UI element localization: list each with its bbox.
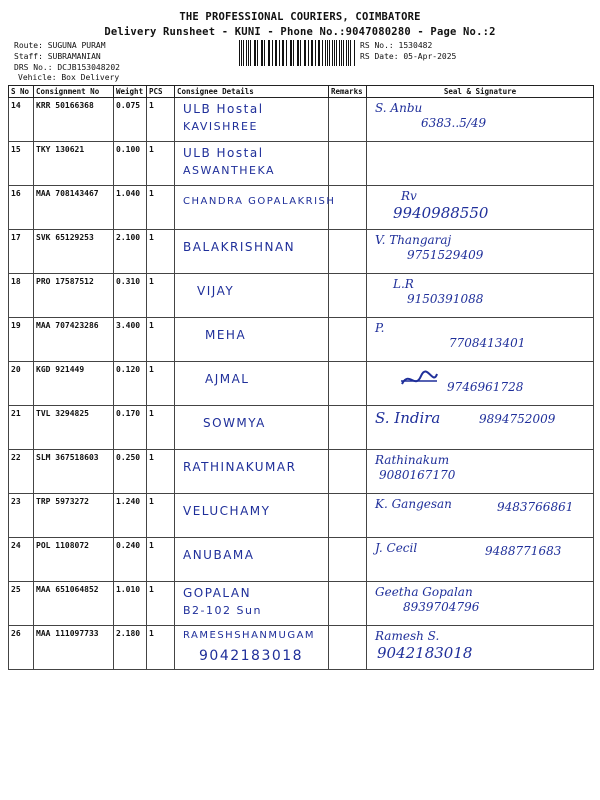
runsheet-title: Delivery Runsheet - KUNI - Phone No.:9047080280 - Page No.:2: [104, 26, 496, 38]
barcode-bar: [246, 40, 247, 66]
signature-phone: 9080167170: [379, 468, 456, 482]
remarks-cell: [329, 318, 367, 362]
seal-signature: [367, 450, 594, 494]
consignment-number: MAA 651064852: [34, 582, 114, 626]
consignee-name: MEHA: [205, 328, 247, 342]
serial-number: 21: [9, 406, 34, 450]
weight-value: 0.310: [114, 274, 147, 318]
remarks-cell: [329, 538, 367, 582]
col-pcs-header: PCS: [147, 86, 175, 98]
pieces-count: 1: [147, 538, 175, 582]
col-seal-signature-header: Seal & Signature: [367, 86, 594, 98]
consignment-number: MAA 708143467: [34, 186, 114, 230]
consignment-number: SLM 367518603: [34, 450, 114, 494]
remarks-cell: [329, 98, 367, 142]
consignment-number: MAA 707423286: [34, 318, 114, 362]
weight-value: 0.250: [114, 450, 147, 494]
seal-signature: [367, 406, 594, 450]
weight-value: 0.240: [114, 538, 147, 582]
serial-number: 14: [9, 98, 34, 142]
serial-number: 26: [9, 626, 34, 670]
rs-date-line: [360, 52, 456, 61]
barcode-bar: [264, 40, 265, 66]
staff-value: SUBRAMANIAN: [47, 52, 101, 61]
consignee-name: VIJAY: [197, 284, 235, 298]
pieces-count: 1: [147, 450, 175, 494]
table-row: [9, 318, 594, 362]
consignee-details: [175, 582, 329, 626]
consignee-details: [175, 230, 329, 274]
signature-name: L.R: [393, 277, 414, 291]
signature-name: P.: [375, 321, 385, 335]
vehicle-line: [18, 73, 119, 82]
table-row: [9, 186, 594, 230]
barcode-bar: [272, 40, 273, 66]
route-value: SUGUNA PURAM: [47, 41, 106, 50]
consignee-details: [175, 494, 329, 538]
consignee-name: ULB Hostal: [183, 146, 264, 160]
col-consignee-details-header: Consignee Details: [175, 86, 329, 98]
serial-number: 22: [9, 450, 34, 494]
barcode-bar: [276, 40, 277, 66]
table-row: [9, 274, 594, 318]
consignee-details: [175, 318, 329, 362]
serial-number: 23: [9, 494, 34, 538]
consignment-number: SVK 65129253: [34, 230, 114, 274]
serial-number: 19: [9, 318, 34, 362]
signature-name: S. Indira: [375, 409, 441, 427]
consignee-detail-line: 9042183018: [199, 648, 304, 664]
remarks-cell: [329, 582, 367, 626]
table-row: [9, 230, 594, 274]
signature-name: Rathinakum: [375, 453, 450, 467]
pieces-count: 1: [147, 318, 175, 362]
consignee-name: RAMESHSHANMUGAM: [183, 630, 316, 641]
consignment-number: KRR 50166368: [34, 98, 114, 142]
consignment-number: KGD 921449: [34, 362, 114, 406]
col-sno-header: S No: [9, 86, 34, 98]
signature-name: K. Gangesan: [375, 497, 452, 511]
remarks-cell: [329, 274, 367, 318]
route-line: [14, 41, 106, 50]
seal-signature: [367, 538, 594, 582]
barcode-bar: [312, 40, 313, 66]
barcode-bar: [346, 40, 347, 66]
col-consignment-no-header: Consignment No: [34, 86, 114, 98]
rs-date-label: RS Date:: [360, 52, 399, 61]
barcode-bar: [315, 40, 316, 66]
rs-no-value: 1530482: [398, 41, 433, 50]
consignee-details: [175, 98, 329, 142]
barcode-bar: [286, 40, 287, 66]
signature-phone: 8939704796: [403, 600, 480, 614]
consignment-number: PRO 17587512: [34, 274, 114, 318]
table-row: [9, 362, 594, 406]
col-weight-header: Weight: [114, 86, 147, 98]
seal-signature: [367, 274, 594, 318]
col-remarks-header: Remarks: [329, 86, 367, 98]
serial-number: 15: [9, 142, 34, 186]
consignee-details: [175, 626, 329, 670]
seal-signature: [367, 318, 594, 362]
table-row: [9, 582, 594, 626]
consignee-details: [175, 362, 329, 406]
pieces-count: 1: [147, 626, 175, 670]
seal-signature: [367, 626, 594, 670]
pieces-count: 1: [147, 362, 175, 406]
weight-value: 0.120: [114, 362, 147, 406]
table-row: [9, 98, 594, 142]
weight-value: 2.180: [114, 626, 147, 670]
seal-signature: [367, 98, 594, 142]
weight-value: 3.400: [114, 318, 147, 362]
signature-phone: 7708413401: [449, 336, 526, 350]
staff-label: Staff:: [14, 52, 43, 61]
remarks-cell: [329, 230, 367, 274]
consignee-detail-line: KAVISHREE: [183, 120, 258, 133]
remarks-cell: [329, 626, 367, 670]
serial-number: 25: [9, 582, 34, 626]
serial-number: 18: [9, 274, 34, 318]
runsheet-barcode: [239, 40, 355, 66]
signature-phone: 9483766861: [497, 500, 574, 514]
signature-phone: 9751529409: [407, 248, 484, 262]
table-row: [9, 626, 594, 670]
pieces-count: 1: [147, 142, 175, 186]
staff-line: [14, 52, 101, 61]
signature-phone: 9746961728: [447, 380, 524, 394]
table-row: [9, 142, 594, 186]
pieces-count: 1: [147, 494, 175, 538]
table-header-row: [9, 86, 594, 98]
consignee-details: [175, 274, 329, 318]
weight-value: 2.100: [114, 230, 147, 274]
barcode-bar: [261, 40, 262, 66]
remarks-cell: [329, 494, 367, 538]
signature-phone: 9488771683: [485, 544, 562, 558]
table-row: [9, 494, 594, 538]
consignee-details: [175, 186, 336, 230]
consignee-name: GOPALAN: [183, 586, 252, 600]
pieces-count: 1: [147, 406, 175, 450]
consignment-number: TVL 3294825: [34, 406, 114, 450]
rs-date-value: 05-Apr-2025: [403, 52, 457, 61]
remarks-cell: [329, 362, 367, 406]
barcode-bar: [293, 40, 294, 66]
table-row: [9, 450, 594, 494]
barcode-bar: [334, 40, 335, 66]
barcode-bar: [300, 40, 301, 66]
seal-signature: [367, 582, 594, 626]
consignee-detail-line: ASWANTHEKA: [183, 164, 276, 177]
consignee-name: ULB Hostal: [183, 102, 264, 116]
signature-name: V. Thangaraj: [375, 233, 452, 247]
weight-value: 1.040: [114, 186, 147, 230]
drs-value: DCJB153048202: [57, 63, 120, 72]
seal-signature: [367, 230, 594, 274]
drs-line: [14, 63, 120, 72]
consignment-number: POL 1108072: [34, 538, 114, 582]
seal-signature: [367, 494, 594, 538]
vehicle-value: Box Delivery: [61, 73, 120, 82]
weight-value: 1.240: [114, 494, 147, 538]
consignee-details: [175, 450, 329, 494]
consignment-number: TKY 130621: [34, 142, 114, 186]
consignee-name: ANUBAMA: [183, 548, 255, 562]
signature-phone: 6383..5/49: [421, 116, 487, 130]
barcode-bar: [283, 40, 284, 66]
table-row: [9, 406, 594, 450]
rs-no-line: [360, 41, 432, 50]
barcode-bar: [325, 40, 326, 66]
remarks-cell: [329, 450, 367, 494]
consignee-name: SOWMYA: [203, 416, 266, 430]
pieces-count: 1: [147, 230, 175, 274]
consignment-number: TRP 5973272: [34, 494, 114, 538]
signature-phone: 9150391088: [407, 292, 484, 306]
signature-name: Geetha Gopalan: [375, 585, 473, 599]
consignee-name: RATHINAKUMAR: [183, 460, 297, 474]
consignee-name: VELUCHAMY: [183, 504, 271, 518]
signature-phone: 9042183018: [377, 644, 473, 662]
barcode-bar: [350, 40, 351, 66]
signature-name: Rv: [401, 189, 417, 203]
remarks-cell: [329, 186, 367, 230]
weight-value: 1.010: [114, 582, 147, 626]
signature-phone: 9894752009: [479, 412, 556, 426]
barcode-bar: [341, 40, 342, 66]
weight-value: 0.170: [114, 406, 147, 450]
weight-value: 0.100: [114, 142, 147, 186]
rs-no-label: RS No.:: [360, 41, 394, 50]
runsheet-table: [8, 85, 594, 670]
consignee-name: AJMAL: [205, 372, 250, 386]
company-title: THE PROFESSIONAL COURIERS, COIMBATORE: [179, 11, 421, 23]
remarks-cell: [329, 406, 367, 450]
route-label: Route:: [14, 41, 43, 50]
consignee-name: CHANDRA GOPALAKRISH: [183, 196, 336, 207]
serial-number: 20: [9, 362, 34, 406]
consignee-details: [175, 538, 329, 582]
consignee-name: BALAKRISHNAN: [183, 240, 296, 254]
seal-signature: [367, 362, 594, 406]
pieces-count: 1: [147, 98, 175, 142]
seal-signature: [367, 142, 594, 186]
signature-name: Ramesh S.: [375, 629, 440, 643]
signature-phone: 9940988550: [393, 204, 489, 222]
serial-number: 17: [9, 230, 34, 274]
table-row: [9, 538, 594, 582]
consignment-number: MAA 111097733: [34, 626, 114, 670]
signature-scribble-icon: [399, 368, 439, 392]
weight-value: 0.075: [114, 98, 147, 142]
pieces-count: 1: [147, 582, 175, 626]
serial-number: 16: [9, 186, 34, 230]
pieces-count: 1: [147, 274, 175, 318]
seal-signature: [367, 186, 594, 230]
barcode-bar: [248, 40, 249, 66]
consignee-details: [175, 142, 329, 186]
pieces-count: 1: [147, 186, 175, 230]
barcode-bar: [239, 40, 240, 66]
remarks-cell: [329, 142, 367, 186]
consignee-detail-line: B2-102 Sun: [183, 604, 262, 617]
vehicle-label: Vehicle:: [18, 73, 57, 82]
consignee-details: [175, 406, 329, 450]
signature-name: J. Cecil: [375, 541, 418, 555]
barcode-bar: [257, 40, 258, 66]
signature-name: S. Anbu: [375, 101, 423, 115]
barcode-bar: [327, 40, 328, 66]
barcode-bar: [305, 40, 306, 66]
drs-label: DRS No.:: [14, 63, 53, 72]
serial-number: 24: [9, 538, 34, 582]
